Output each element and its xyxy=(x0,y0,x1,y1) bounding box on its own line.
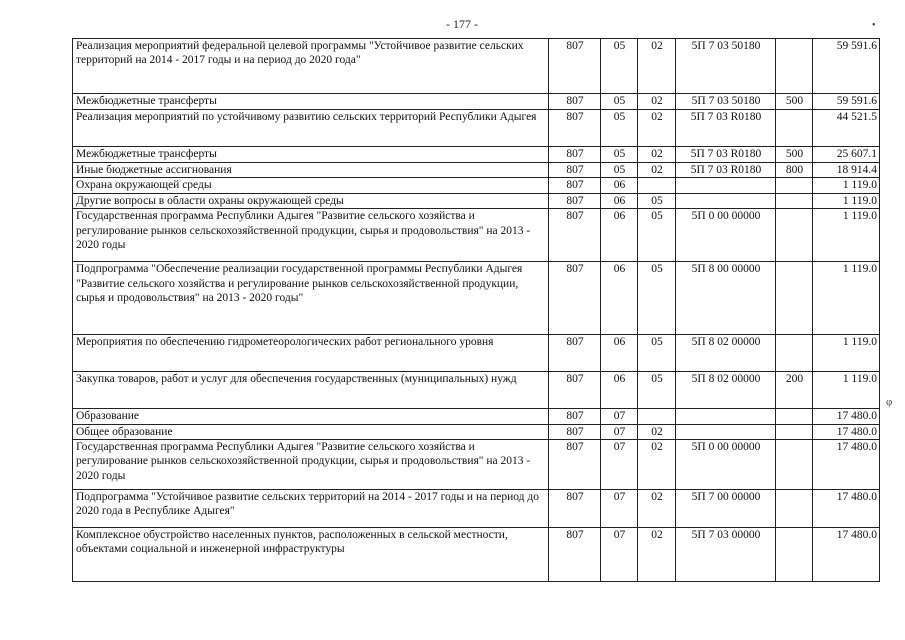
page-number: - 177 - xyxy=(446,17,478,31)
row-rz: 06 xyxy=(601,262,638,335)
row-name: Иные бюджетные ассигнования xyxy=(73,163,549,178)
row-gr: 807 xyxy=(549,440,601,490)
row-pr: 05 xyxy=(638,372,676,409)
table-row xyxy=(73,94,880,110)
row-gr: 807 xyxy=(549,163,601,178)
row-vr xyxy=(776,178,813,193)
row-sum: 44 521.5 xyxy=(813,110,880,147)
row-rz: 06 xyxy=(601,178,638,193)
row-name: Образование xyxy=(73,409,549,424)
row-name: Закупка товаров, работ и услуг для обеспечения государственных (муниципальных) нужд xyxy=(73,372,549,409)
row-gr: 807 xyxy=(549,490,601,528)
table-row xyxy=(73,209,880,262)
row-rz: 05 xyxy=(601,147,638,163)
row-name: Подпрограмма "Устойчивое развитие сельских территорий на 2014 - 2017 годы и на период до 2020 года в Республике Адыгея" xyxy=(73,490,549,528)
row-pr: 05 xyxy=(638,262,676,335)
row-gr: 807 xyxy=(549,178,601,193)
row-csr: 5П 8 00 00000 xyxy=(676,262,776,335)
row-vr xyxy=(776,440,813,490)
table-row xyxy=(73,440,880,490)
row-sum: 25 607.1 xyxy=(813,147,880,163)
row-sum: 1 119.0 xyxy=(813,372,880,409)
row-sum: 1 119.0 xyxy=(813,209,880,262)
row-sum: 17 480.0 xyxy=(813,409,880,424)
row-vr xyxy=(776,409,813,424)
row-pr: 02 xyxy=(638,490,676,528)
row-pr xyxy=(638,409,676,424)
row-name: Общее образование xyxy=(73,424,549,439)
row-rz: 06 xyxy=(601,335,638,372)
row-pr: 02 xyxy=(638,147,676,163)
table-row xyxy=(73,39,880,94)
row-csr: 5П 8 02 00000 xyxy=(676,372,776,409)
row-gr: 807 xyxy=(549,372,601,409)
row-vr xyxy=(776,110,813,147)
row-sum: 1 119.0 xyxy=(813,262,880,335)
row-name: Реализация мероприятий федеральной целевой программы "Устойчивое развитие сельских территорий на 2014 - 2017 годы и на период до 2020 года" xyxy=(73,39,549,94)
row-vr xyxy=(776,424,813,439)
row-csr: 5П 7 03 R0180 xyxy=(676,163,776,178)
row-csr: 5П 7 00 00000 xyxy=(676,490,776,528)
table-row xyxy=(73,193,880,208)
row-gr: 807 xyxy=(549,335,601,372)
row-pr: 02 xyxy=(638,440,676,490)
row-sum: 18 914.4 xyxy=(813,163,880,178)
row-name: Подпрограмма "Обеспечение реализации государственной программы Республики Адыгея "Развитие сельского хозяйства и регулирование рынков сельскохозяйственной продукции, сырья и продовольствия" на 2013 - 2020 годы" xyxy=(73,262,549,335)
table-row xyxy=(73,178,880,193)
row-pr: 05 xyxy=(638,335,676,372)
row-csr xyxy=(676,178,776,193)
row-rz: 07 xyxy=(601,409,638,424)
row-vr xyxy=(776,490,813,528)
row-rz: 05 xyxy=(601,94,638,110)
row-vr xyxy=(776,209,813,262)
table-row xyxy=(73,372,880,409)
row-gr: 807 xyxy=(549,147,601,163)
row-csr xyxy=(676,409,776,424)
table-row xyxy=(73,335,880,372)
row-sum: 59 591.6 xyxy=(813,39,880,94)
row-csr: 5П 0 00 00000 xyxy=(676,440,776,490)
row-pr: 02 xyxy=(638,39,676,94)
row-rz: 06 xyxy=(601,372,638,409)
row-csr: 5П 7 03 R0180 xyxy=(676,147,776,163)
row-name: Межбюджетные трансферты xyxy=(73,147,549,163)
row-name: Государственная программа Республики Адыгея "Развитие сельского хозяйства и регулирование рынков сельскохозяйственной продукции, сырья и продовольствия" на 2013 - 2020 годы xyxy=(73,440,549,490)
table-row xyxy=(73,262,880,335)
row-name: Государственная программа Республики Адыгея "Развитие сельского хозяйства и регулирование рынков сельскохозяйственной продукции, сырья и продовольствия" на 2013 - 2020 годы xyxy=(73,209,549,262)
row-vr xyxy=(776,193,813,208)
row-name: Охрана окружающей среды xyxy=(73,178,549,193)
row-sum: 17 480.0 xyxy=(813,490,880,528)
row-name: Другие вопросы в области охраны окружающей среды xyxy=(73,193,549,208)
row-rz: 06 xyxy=(601,193,638,208)
row-gr: 807 xyxy=(549,262,601,335)
row-gr: 807 xyxy=(549,39,601,94)
row-name: Межбюджетные трансферты xyxy=(73,94,549,110)
row-vr: 800 xyxy=(776,163,813,178)
row-rz: 07 xyxy=(601,440,638,490)
row-pr: 02 xyxy=(638,424,676,439)
row-vr: 200 xyxy=(776,372,813,409)
table-row xyxy=(73,147,880,163)
row-rz: 07 xyxy=(601,528,638,582)
row-csr xyxy=(676,193,776,208)
row-sum: 1 119.0 xyxy=(813,193,880,208)
row-gr: 807 xyxy=(549,209,601,262)
row-gr: 807 xyxy=(549,94,601,110)
scan-mark: • xyxy=(872,20,876,31)
row-gr: 807 xyxy=(549,110,601,147)
row-csr: 5П 7 03 R0180 xyxy=(676,110,776,147)
row-pr xyxy=(638,178,676,193)
row-gr: 807 xyxy=(549,528,601,582)
table-row xyxy=(73,490,880,528)
row-sum: 17 480.0 xyxy=(813,440,880,490)
row-rz: 07 xyxy=(601,490,638,528)
row-pr: 02 xyxy=(638,528,676,582)
row-gr: 807 xyxy=(549,193,601,208)
row-csr: 5П 7 03 00000 xyxy=(676,528,776,582)
row-vr: 500 xyxy=(776,147,813,163)
table-row xyxy=(73,424,880,439)
row-name: Комплексное обустройство населенных пунктов, расположенных в сельской местности, объектами социальной и инженерной инфраструктуры xyxy=(73,528,549,582)
row-vr xyxy=(776,335,813,372)
row-sum: 59 591.6 xyxy=(813,94,880,110)
row-csr: 5П 7 03 50180 xyxy=(676,94,776,110)
row-sum: 1 119.0 xyxy=(813,178,880,193)
row-name: Реализация мероприятий по устойчивому развитию сельских территорий Республики Адыгея xyxy=(73,110,549,147)
row-sum: 1 119.0 xyxy=(813,335,880,372)
row-pr: 02 xyxy=(638,163,676,178)
row-rz: 05 xyxy=(601,110,638,147)
row-csr: 5П 7 03 50180 xyxy=(676,39,776,94)
row-name: Мероприятия по обеспечению гидрометеорологических работ регионального уровня xyxy=(73,335,549,372)
row-pr: 02 xyxy=(638,94,676,110)
table-row xyxy=(73,409,880,424)
row-csr: 5П 8 02 00000 xyxy=(676,335,776,372)
row-csr xyxy=(676,424,776,439)
row-gr: 807 xyxy=(549,409,601,424)
row-vr: 500 xyxy=(776,94,813,110)
scan-mark-side: φ xyxy=(886,396,893,408)
row-gr: 807 xyxy=(549,424,601,439)
table-row xyxy=(73,163,880,178)
row-rz: 05 xyxy=(601,163,638,178)
row-pr: 02 xyxy=(638,110,676,147)
row-rz: 05 xyxy=(601,39,638,94)
row-csr: 5П 0 00 00000 xyxy=(676,209,776,262)
row-rz: 06 xyxy=(601,209,638,262)
row-vr xyxy=(776,262,813,335)
row-vr xyxy=(776,528,813,582)
row-sum: 17 480.0 xyxy=(813,528,880,582)
row-sum: 17 480.0 xyxy=(813,424,880,439)
row-pr: 05 xyxy=(638,209,676,262)
table-row xyxy=(73,110,880,147)
budget-table xyxy=(72,38,880,582)
table-row xyxy=(73,528,880,582)
row-pr: 05 xyxy=(638,193,676,208)
row-vr xyxy=(776,39,813,94)
row-rz: 07 xyxy=(601,424,638,439)
